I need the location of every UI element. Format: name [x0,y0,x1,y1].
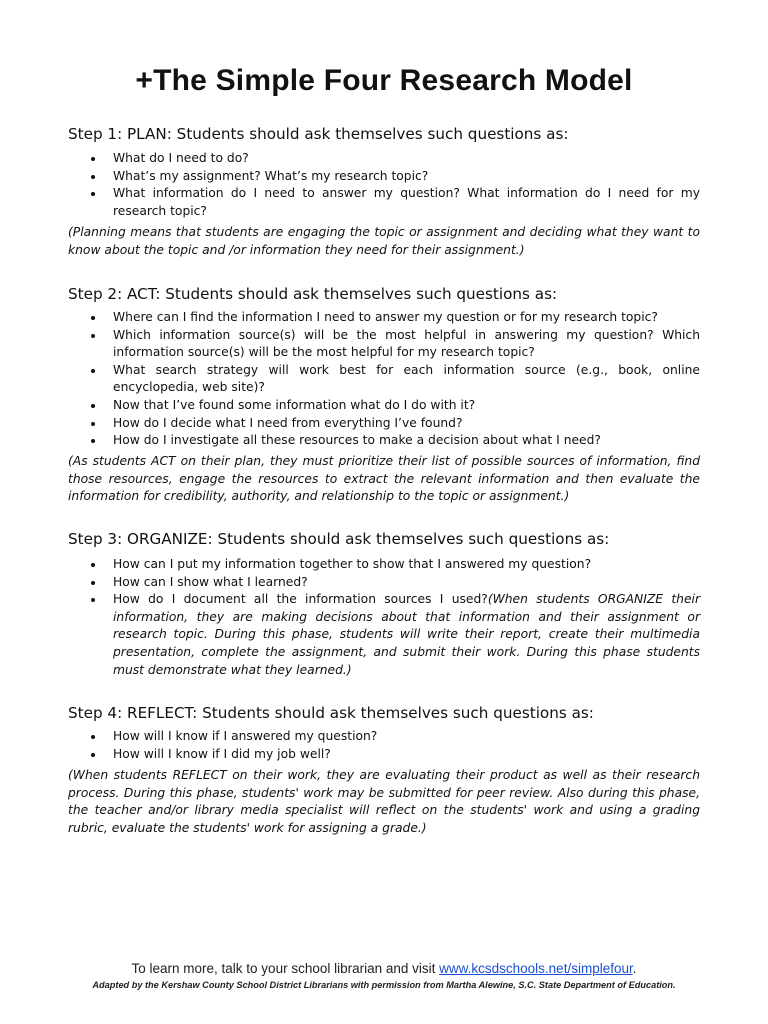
list-item: How can I show what I learned? [68,574,700,592]
list-item: How can I put my information together to show that I answered my question? [68,556,700,574]
step-3-questions [68,556,700,679]
list-item: How do I decide what I need from everything I’ve found? [68,415,700,433]
list-item: What information do I need to answer my question? What information do I need for my research topic? [68,185,700,220]
list-item: What search strategy will work best for each information source (e.g., book, online encyclopedia, web site)? [68,362,700,397]
list-item: Now that I’ve found some information what do I do with it? [68,397,700,415]
step-4-questions [68,728,700,763]
step-3-heading: Step 3: ORGANIZE: Students should ask themselves such questions as: [68,530,610,548]
step-2-questions [68,309,700,450]
step-1-heading: Step 1: PLAN: Students should ask themselves such questions as: [68,125,569,143]
page-title: +The Simple Four Research Model [135,64,633,97]
footer-lead: To learn more, talk to your school librarian and visit [131,961,440,976]
step-1-questions [68,150,700,220]
list-item-text: How do I document all the information sources I used? [113,592,488,607]
step-4-heading: Step 4: REFLECT: Students should ask themselves such questions as: [68,704,594,722]
simple-four-link[interactable]: www.kcsdschools.net/simplefour [439,961,633,976]
footer-text [0,961,768,976]
step-4-note: (When students REFLECT on their work, they are evaluating their product as well as their research process. During this phase, students' work may be submitted for peer review. Also during this phase, the teacher and/or library media specialist will reflect on the students' work and using a grading rubric, evaluate the students' work for assigning a grade.) [68,768,700,835]
document-page [68,0,700,1024]
step-2-note: (As students ACT on their plan, they must prioritize their list of possible sources of information, find those resources, engage the resources to extract the relevant information and then evaluate the information for credibility, authority, and relationship to the topic or assignment.) [68,454,700,504]
step-1-note: (Planning means that students are engaging the topic or assignment and deciding what they want to know about the topic and /or information they need for their assignment.) [68,225,700,257]
footer-period: . [632,961,637,976]
list-item: Which information source(s) will be the most helpful in answering my question? Which information source(s) will be the most helpful for my research topic? [68,327,700,362]
list-item: How will I know if I did my job well? [68,746,700,764]
list-item: What’s my assignment? What’s my research topic? [68,168,700,186]
list-item: How will I know if I answered my question? [68,728,700,746]
step-3-note: (When students ORGANIZE their information, they are making decisions about that information and their assignment or research topic. During this phase, students will write their report, create their multimedia presentation, complete the assignment, and submit their work. During this phase students must demonstrate what they learned.) [113,592,700,677]
list-item: How do I investigate all these resources to make a decision about what I need? [68,432,700,450]
footer-credit: Adapted by the Kershaw County School District Librarians with permission from Martha Alewine, S.C. State Department of Education. [92,980,676,990]
step-2-heading: Step 2: ACT: Students should ask themselves such questions as: [68,285,558,303]
list-item: Where can I find the information I need to answer my question or for my research topic? [68,309,700,327]
list-item [68,591,700,679]
list-item: What do I need to do? [68,150,700,168]
